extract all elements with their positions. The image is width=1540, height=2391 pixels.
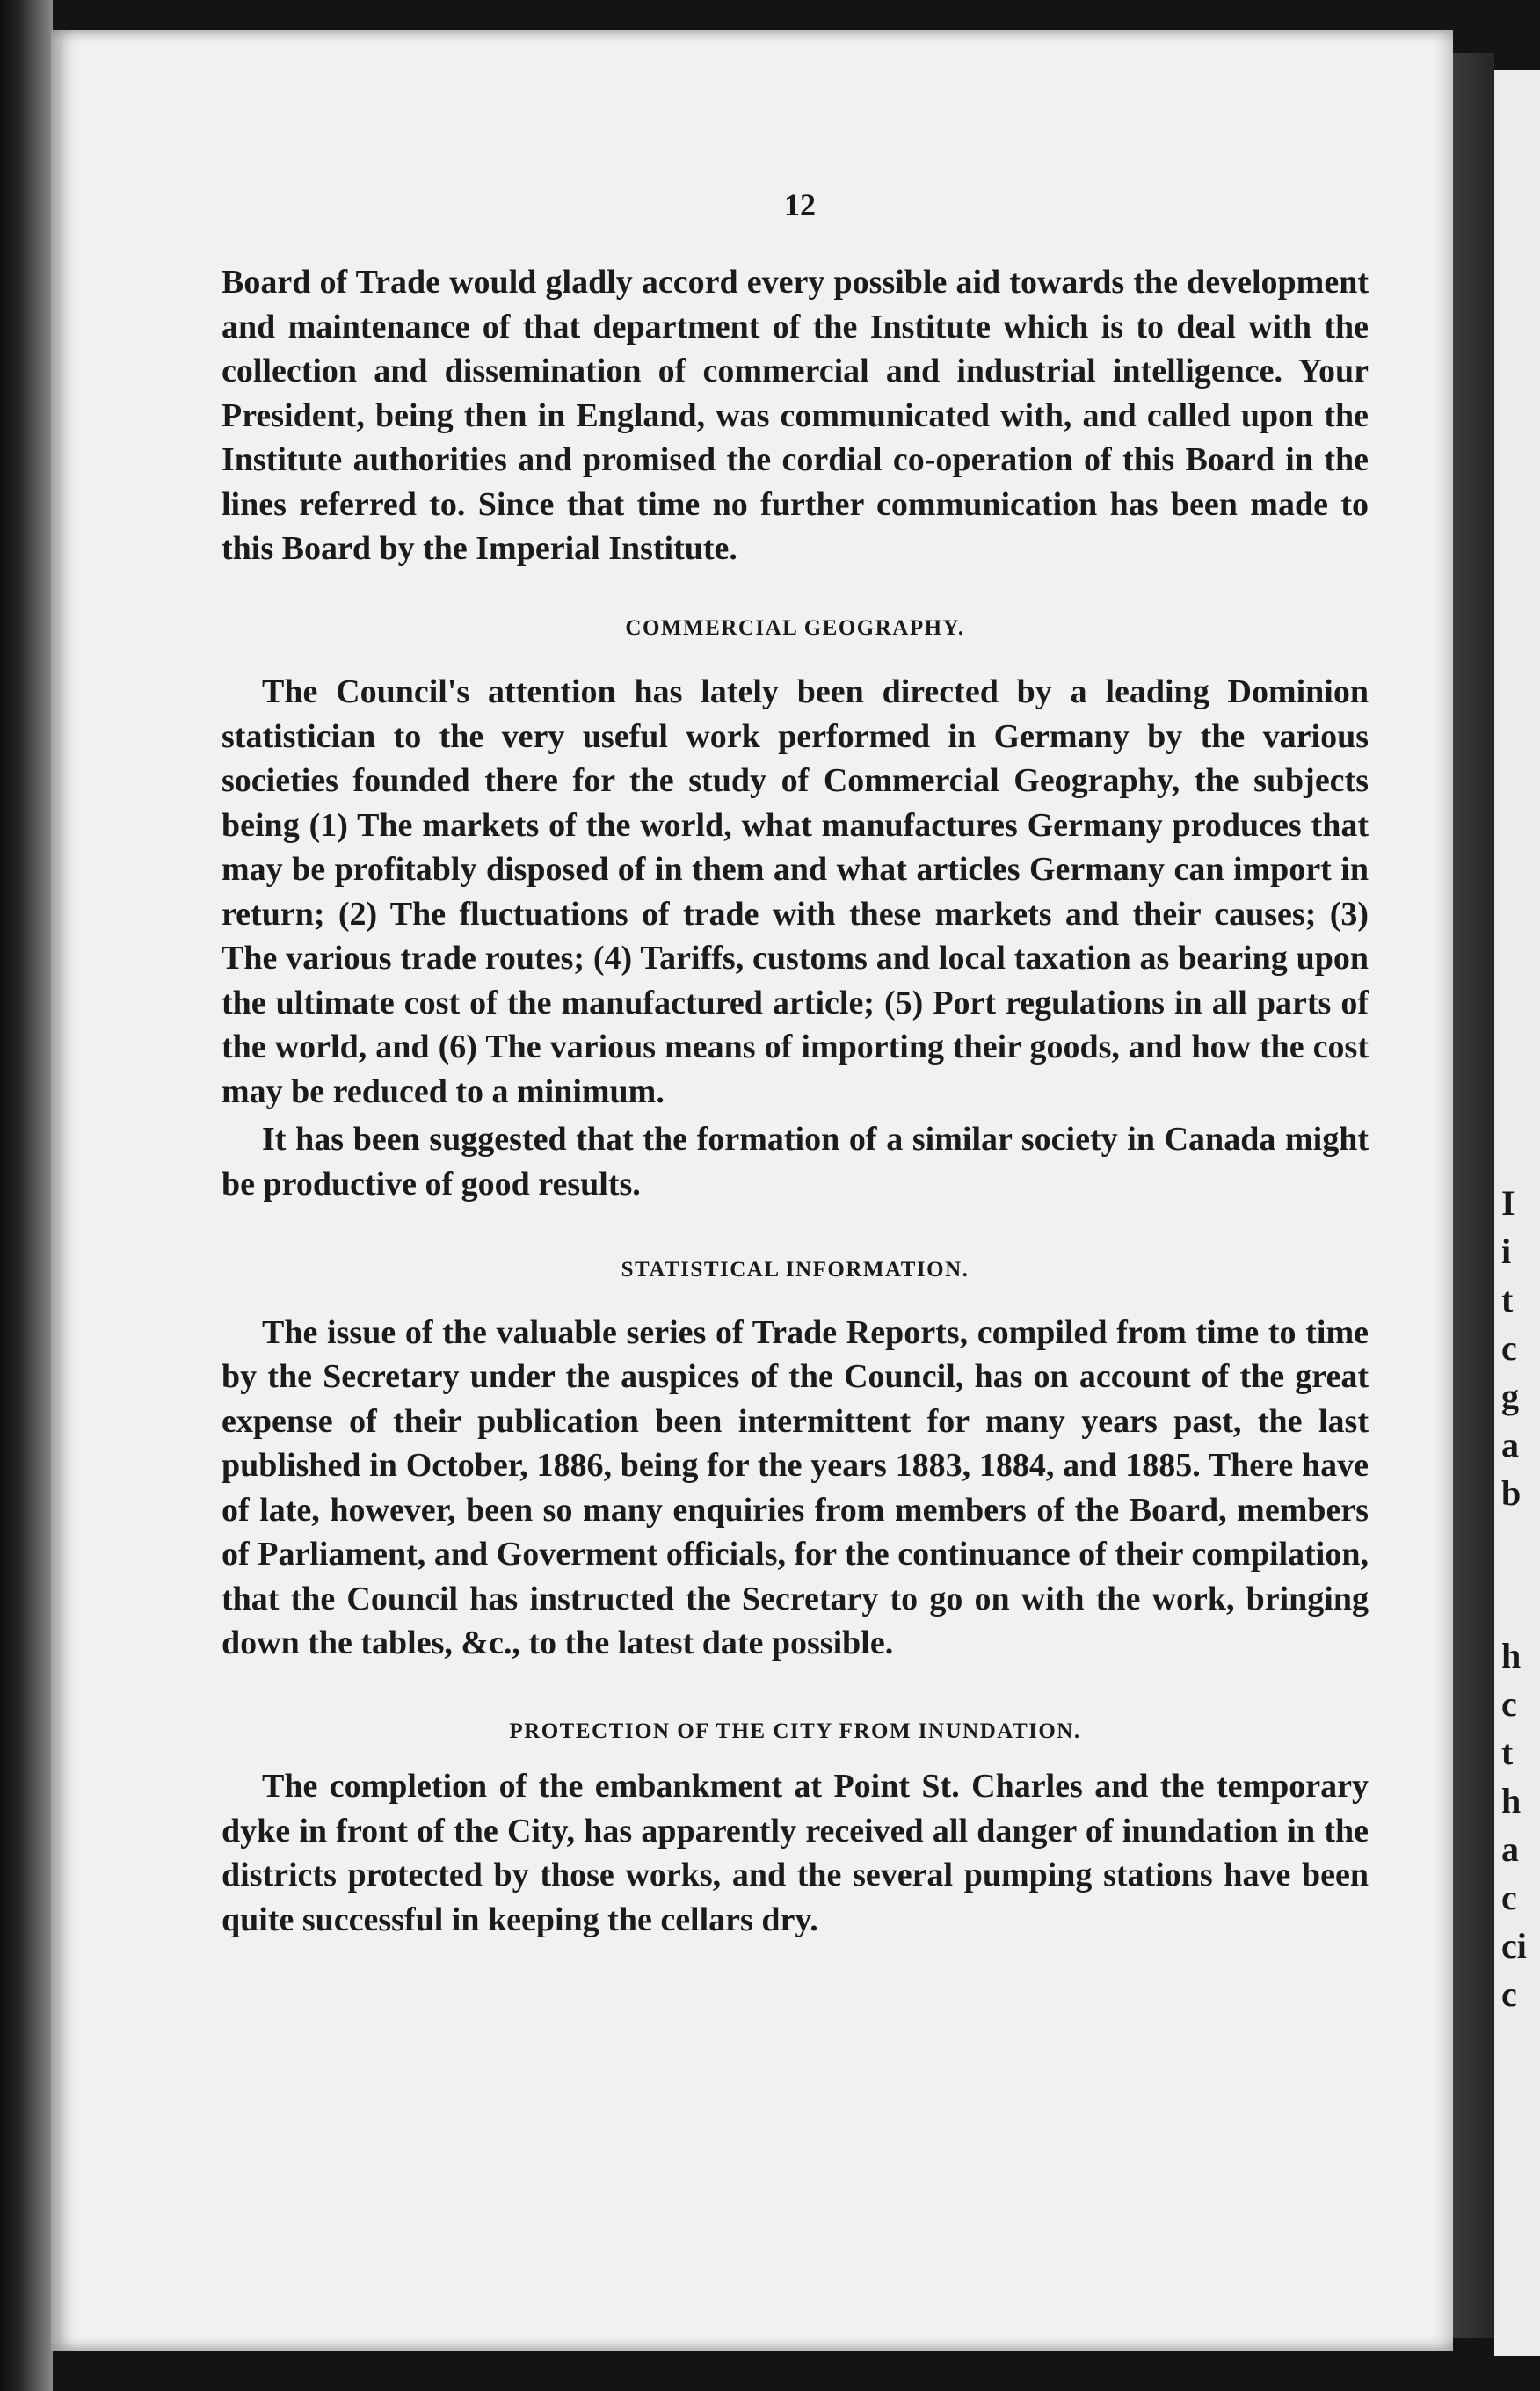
- facing-page-fragment: h: [1501, 1636, 1522, 1675]
- facing-page-fragment: c: [1501, 1974, 1517, 2014]
- page-gutter-shadow: [1453, 53, 1494, 2338]
- facing-page-fragment: t: [1501, 1733, 1514, 1772]
- section-heading-protection-from-inundation: PROTECTION OF THE CITY FROM INUNDATION.: [509, 1719, 1081, 1743]
- facing-page-edge: [1494, 70, 1540, 2356]
- facing-page-fragment: b: [1501, 1473, 1522, 1513]
- page-number: 12: [784, 187, 816, 222]
- commercial-geography-paragraph: It has been suggested that the formation of a similar society in Canada might be productive of good results.: [222, 1121, 1369, 1203]
- section-heading-statistical-information: STATISTICAL INFORMATION.: [621, 1258, 970, 1282]
- facing-page-fragment: c: [1501, 1878, 1517, 1917]
- facing-page-fragment: I: [1501, 1183, 1515, 1223]
- facing-page-fragment: c: [1501, 1684, 1517, 1724]
- facing-page-fragment: g: [1501, 1377, 1519, 1416]
- facing-page-fragment: c: [1501, 1328, 1517, 1368]
- statistical-information-paragraph: The issue of the valuable series of Trade Reports, compiled from time to time by the Secretary under the auspices of the Council, has on account of the great expense of their publication been intermittent for many years past, the last published in October, 1886, being for the years 1883, 1884, and 1885. There have of late, however, been so many enquiries from members of the Board, members of Parliament, and Goverment officials, for the continuance of their compilation, that the Council has instructed the Secretary to go on with the work, bringing down the tables, &c., to the latest date possible.: [222, 1313, 1369, 1661]
- book-spine-edge: [0, 0, 53, 2391]
- facing-page-fragment: i: [1501, 1232, 1512, 1271]
- section-heading-commercial-geography: COMMERCIAL GEOGRAPHY.: [625, 615, 965, 640]
- facing-page-fragment: t: [1501, 1280, 1514, 1319]
- protection-from-inundation-paragraph: The completion of the embankment at Point St. Charles and the temporary dyke in front of the City, has apparently received all danger of inundation in the districts protected by those works, and the several pumping stations have been quite successful in keeping the cellars dry.: [222, 1768, 1369, 1938]
- commercial-geography-paragraph: The Council's attention has lately been directed by a leading Dominion statistician to the very useful work performed in Germany by the various societies founded there for the study of Commercial Geography, the subjects being (1) The markets of the world, what manufactures Germany produces that may be profitably disposed of in them and what articles Germany can import in return; (2) The fluctuations of trade with these markets and their causes; (3) The various trade routes; (4) Tariffs, customs and local taxation as bearing upon the ultimate cost of the manufactured article; (5) Port regulations in all parts of the world, and (6) The various means of importing their goods, and how the cost may be reduced to a minimum.: [222, 673, 1369, 1110]
- intro-paragraph: Board of Trade would gladly accord every possible aid towards the development and maintenance of that department of the Institute which is to deal with the collection and dissemination of commercial and industrial intelligence. Your President, being then in England, was communicated with, and called upon the Institute authorities and promised the cordial co-operation of this Board in the lines referred to. Since that time no further communication has been made to this Board by the Imperial Institute.: [222, 264, 1369, 567]
- facing-page-fragment: h: [1501, 1781, 1522, 1821]
- facing-page-fragment: a: [1501, 1829, 1519, 1869]
- facing-page-fragment: a: [1501, 1425, 1519, 1464]
- facing-page-fragment: ci: [1501, 1926, 1527, 1966]
- page-body: [222, 260, 1369, 1942]
